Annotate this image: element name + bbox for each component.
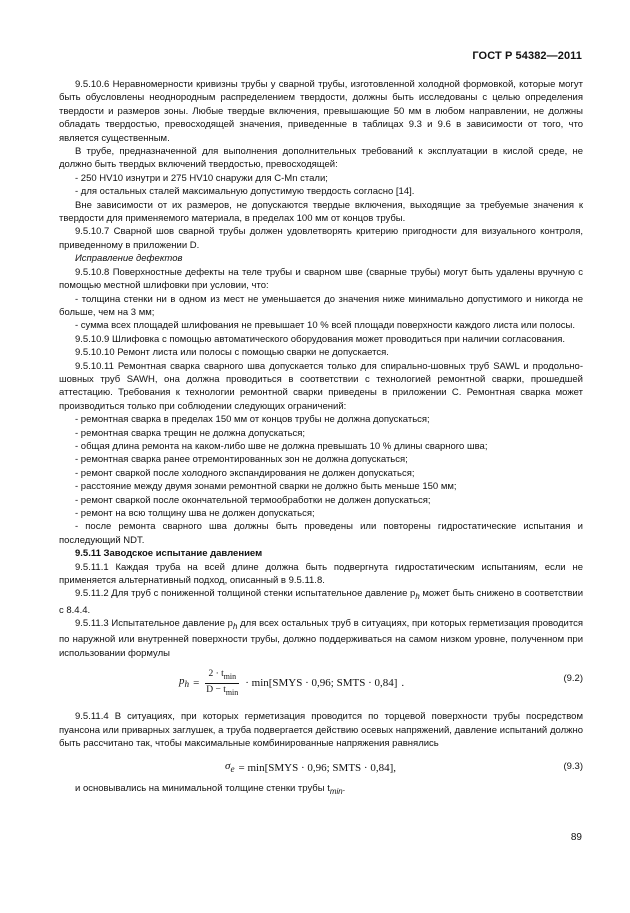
text-run: для всех остальных труб в ситуациях, при которых герметизация проводится по наружной или внутренней поверхности трубы, должно поддерживаться на самом низком уровне, полученном при использовании формулы [59, 618, 583, 659]
paragraph: В трубе, предназначенной для выполнения дополнительных требований к эксплуатации в кислой среде, не должно быть твердых включений твердостью, превосходящей: [59, 146, 583, 171]
doc-header-code: ГОСТ Р 54382—2011 [472, 50, 582, 62]
paragraph [59, 617, 583, 660]
list-item: - ремонт сваркой после холодного экспандирования не должен допускаться; [75, 467, 415, 479]
paragraph: Вне зависимости от их размеров, не допускаются твердые включения, выходящие за требуемые значения к твердости для применяемого материала, в пределах 100 мм от концов трубы. [59, 199, 583, 225]
fraction-numerator: $2 \cdot t_{min}$ [205, 668, 239, 684]
paragraph: 9.5.11.4 В ситуациях, при которых герметизация проводится по торцевой поверхности трубы посредством пуансона или приварных заглушек, а труба подвергается действию осевых напряжений, давление испытаний должно быть рассчитано так, чтобы максимальные комбинированные напряжения равнялись [59, 711, 583, 750]
equation-number: (9.2) [563, 673, 583, 685]
equation-number: (9.3) [563, 761, 583, 773]
list-item: - ремонтная сварка ранее отремонтированных зон не должна допускаться; [75, 454, 408, 466]
list-item: - сумма всех площадей шлифования не превышает 10 % всей площади поверхности каждого листа или полосы. [75, 320, 576, 332]
section-heading: 9.5.11 Заводское испытание давлением [75, 548, 263, 560]
subscript: min [329, 787, 343, 797]
paragraph: 9.5.10.6 Неравномерности кривизны трубы у сварной трубы, изготовленной холодной формовкой, которые могут быть обусловлены неоднородным распределением твердости, должны быть исследованы с целью определения твердости и размеров зоны. Любые твердые включения, превышающие 50 мм в любом направлении, не должны обладать твердостью, превосходящей значения, приведенные в таблицах 9.3 и 9.6 в зависимости от того, что является существенным. [59, 79, 583, 144]
text-run: 9.5.11.3 Испытательное давление p [75, 618, 233, 630]
paragraph: 9.5.10.11 Ремонтная сварка сварного шва допускается только для спирально-шовных труб SAWL и продольно-шовных труб SAWH, она должна проводиться в соответствии с технологией ремонтной сварки, прошедшей аттестацию. Требования к технологии ремонтной сварки приведены в приложении С. Ремонтная сварка может производиться только при соблюдении следующих ограничений: [59, 360, 583, 412]
formula-lhs: $\sigma_e$ [225, 760, 235, 775]
paragraph: 9.5.10.7 Сварной шов сварной трубы должен удовлетворять критерию пригодности для визуального контроля, приведенному в приложении D. [59, 226, 583, 251]
formula-rhs: · min[SMYS · 0,96; SMTS · 0,84] [245, 676, 398, 689]
paragraph: 9.5.10.10 Ремонт листа или полосы с помощью сварки не допускается. [75, 347, 389, 359]
formula-rhs: = min[SMYS · 0,96; SMTS · 0,84], [238, 762, 396, 775]
list-item: - ремонт сваркой после окончательной термообработки не должен допускаться; [75, 494, 431, 506]
formula-fraction [203, 668, 241, 699]
text-run: может быть снижено в соответствии с 8.4.4. [59, 588, 583, 616]
paragraph [59, 782, 583, 798]
list-item: - 250 HV10 изнутри и 275 HV10 снаружи для С-Mn стали; [75, 172, 328, 184]
paragraph [59, 587, 583, 617]
text-run: и основывались на минимальной толщине стенки трубы t [75, 783, 330, 795]
list-item: - общая длина ремонта на каком-либо шве не должна превышать 10 % длины сварного шва; [75, 440, 488, 452]
formula-lhs: $p_h$ [179, 675, 190, 690]
formula-expression [179, 668, 404, 699]
section-subheading: Исправление дефектов [75, 253, 183, 265]
formula-9-2 [59, 664, 583, 706]
list-item: - ремонтная сварка трещин не должна допускаться; [75, 427, 306, 439]
list-item: - ремонт на всю толщину шва не должен допускаться; [75, 508, 315, 519]
paragraph: 9.5.11.1 Каждая труба на всей длине должна быть подвергнута гидростатическим испытаниям, если не применяется альтернативный подход, описанный в 9.5.11.8. [59, 561, 583, 587]
formula-equals: = [193, 676, 200, 689]
list-item: - расстояние между двумя зонами ремонтной сварки не должно быть меньше 150 мм; [75, 481, 457, 493]
page-number: 89 [570, 832, 582, 843]
subscript: h [415, 592, 420, 602]
fraction-denominator: $D - t_{min}$ [206, 685, 239, 698]
formula-expression [225, 760, 396, 777]
list-item: - для остальных сталей максимальную допустимую твердость согласно [14]. [75, 186, 415, 198]
text-run: . [342, 783, 346, 795]
list-item: - после ремонта сварного шва должны быть проведены или повторены гидростатические испытания и последующий NDT. [59, 521, 583, 546]
subscript: h [232, 622, 238, 632]
document-body [59, 78, 583, 799]
text-run: 9.5.11.2 Для труб с пониженной толщиной стенки испытательное давление p [75, 588, 416, 600]
formula-9-3 [59, 754, 583, 778]
formula-end: . [401, 676, 405, 689]
list-item: - толщина стенки ни в одном из мест не уменьшается до значения ниже минимально допустимого и никогда не больше, чем на 3 мм; [59, 293, 583, 318]
paragraph: 9.5.10.8 Поверхностные дефекты на теле трубы и сварном шве (сварные трубы) могут быть удалены вручную с помощью местной шлифовки при условии, что: [59, 266, 583, 292]
list-item: - ремонтная сварка в пределах 150 мм от концов трубы не должна допускаться; [75, 414, 430, 426]
paragraph: 9.5.10.9 Шлифовка с помощью автоматического оборудования может проводиться при наличии согласования. [75, 333, 566, 345]
